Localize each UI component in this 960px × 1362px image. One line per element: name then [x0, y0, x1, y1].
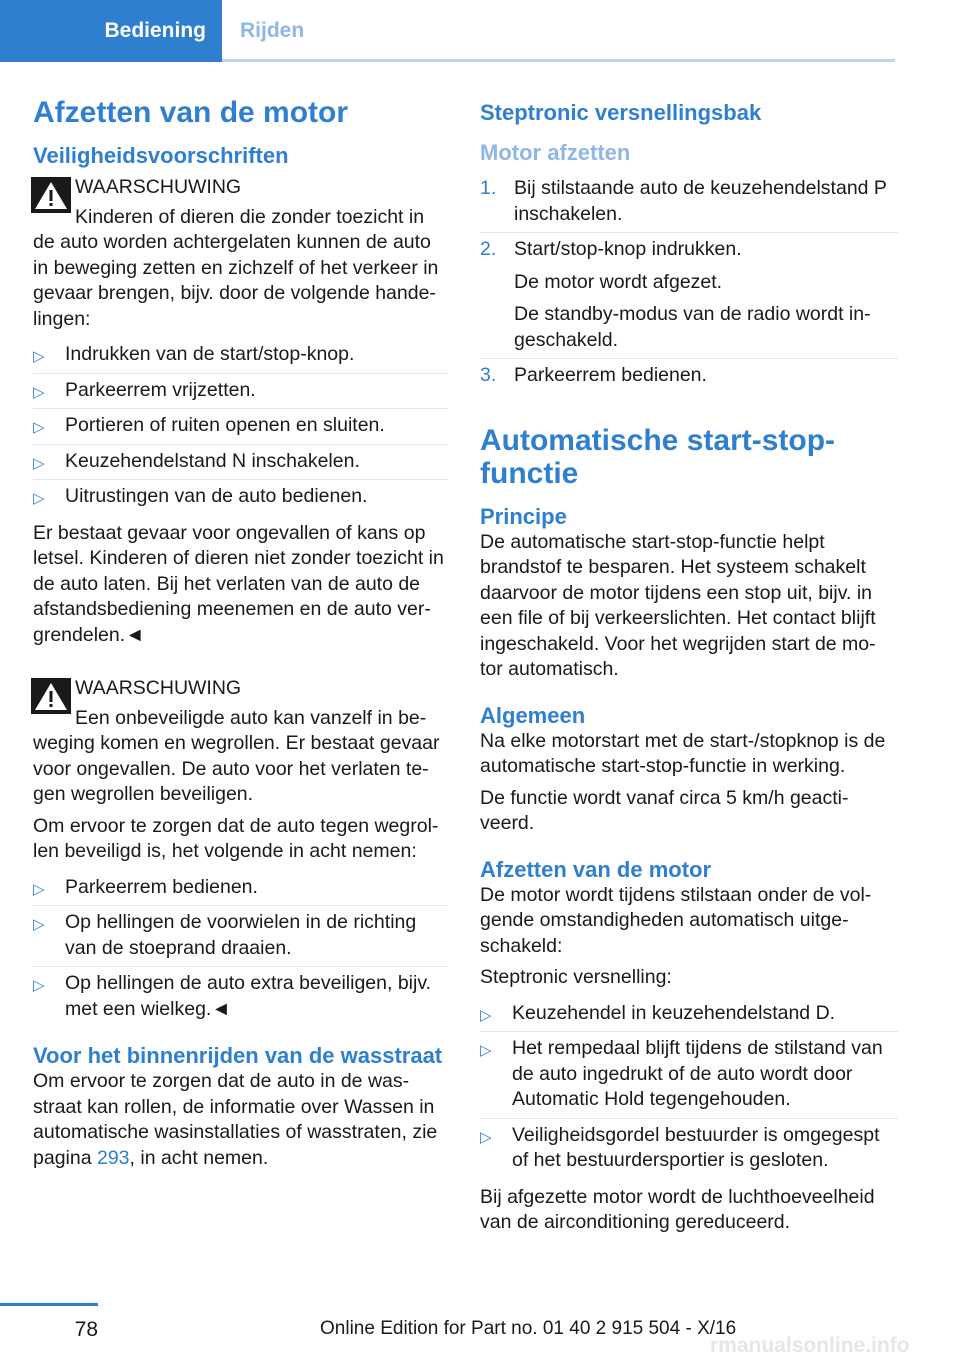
stop-conditions-list — [480, 997, 898, 1179]
tab-rijden[interactable]: Rijden — [240, 19, 305, 42]
warning-lead: Kinderen of dieren die zonder toezicht in — [75, 205, 425, 228]
triangle-bullet-icon: ▷ — [33, 383, 45, 401]
stop-text: De motor wordt tijdens stilstaan onder de vol-gende omstandigheden automatisch uitge-schakeld: — [480, 883, 872, 957]
warning-triangle-icon — [31, 177, 71, 213]
triangle-bullet-icon: ▷ — [480, 1006, 492, 1024]
engine-off-heading: Motor afzetten — [480, 140, 631, 165]
general-text: De functie wordt vanaf circa 5 km/h geacti-veerd. — [480, 786, 849, 834]
list-item: ▷ Portieren of ruiten openen en sluiten. — [33, 409, 448, 445]
list-item: ▷ Keuzehendel in keuzehendelstand D. — [480, 997, 898, 1033]
triangle-bullet-icon: ▷ — [33, 880, 45, 898]
section-title-engine-off: Afzetten van de motor — [33, 96, 349, 129]
principle-heading: Principe — [480, 503, 567, 529]
list-item: 2. Start/stop-knop indrukken. De motor wordt afgezet. De standby-modus van de radio wordt in-geschakeld. — [480, 233, 898, 359]
warning-lead: Een onbeveiligde auto kan vanzelf in be- — [75, 706, 427, 729]
watermark: rmanualsonline.info — [710, 1334, 910, 1357]
triangle-bullet-icon: ▷ — [33, 977, 45, 994]
warning-text: de auto worden achtergelaten kunnen de auto in beweging zetten en zichzelf of het verkeer in gevaar brengen, bijv. door de volgende hande-lingen: — [33, 231, 439, 330]
steptronic-label: Steptronic versnelling: — [480, 966, 672, 988]
page-number: 78 — [74, 1318, 98, 1341]
list-item: ▷ Parkeerrem bedienen. — [33, 871, 448, 907]
triangle-bullet-icon: ▷ — [33, 419, 45, 436]
carwash-text: Om ervoor te zorgen dat de auto in de was-straat kan rollen, de informatie over Wassen in automatische wasinstallaties of wasstraten, zie pagina 293, in acht nemen. — [33, 1070, 438, 1169]
stop-closing: Bij afgezette motor wordt de luchthoeveelheid van de airconditioning gereduceerd. — [480, 1185, 875, 1233]
footer-rule — [0, 1303, 98, 1306]
warning-block-2 — [33, 676, 448, 731]
list-item: ▷ Veiligheidsgordel bestuurder is omgegespt of het bestuurdersportier is gesloten. — [480, 1123, 880, 1171]
steptronic-heading: Steptronic versnellingsbak — [480, 100, 762, 125]
list-item: ▷ Keuzehendelstand N inschakelen. — [33, 445, 448, 481]
triangle-bullet-icon: ▷ — [480, 1128, 492, 1146]
steps-list — [480, 172, 898, 394]
list-item: ▷ Indrukken van de start/stop-knop. — [33, 338, 448, 374]
list-item: 1. Bij stilstaande auto de keuzehendelstand P inschakelen. — [480, 172, 898, 233]
warning-triangle-icon — [31, 678, 71, 714]
safety-heading: Veiligheidsvoorschriften — [33, 143, 289, 168]
warning-label: WAARSCHUWING — [75, 176, 242, 198]
warning-list-1 — [33, 338, 448, 515]
edition-text: Online Edition for Part no. 01 40 2 915 504 - X/16 — [320, 1318, 737, 1339]
list-item: ▷ Uitrustingen van de auto bedienen. — [33, 480, 448, 515]
general-heading: Algemeen — [480, 702, 586, 728]
list-item: ▷ Op hellingen de auto extra beveiligen, bijv. met een wielkeg.◄ — [33, 972, 432, 1020]
general-text: Na elke motorstart met de start-/stopknop is de automatische start-stop-functie in werking. — [480, 729, 886, 777]
warning-closing: Er bestaat gevaar voor ongevallen of kans op letsel. Kinderen of dieren niet zonder toezicht in de auto laten. Bij het verlaten van de auto de afstandsbediening meenemen en de auto ver-grendelen.◄ — [33, 521, 444, 646]
tab-bediening[interactable]: Bediening — [0, 0, 222, 62]
triangle-bullet-icon: ▷ — [33, 916, 45, 933]
triangle-bullet-icon: ▷ — [33, 348, 45, 365]
warning-block-1 — [33, 175, 448, 230]
list-item: 3. Parkeerrem bedienen. — [480, 364, 707, 386]
warning-text: weging komen en wegrollen. Er bestaat gevaar voor ongevallen. De auto voor het verlaten te-gen wegrollen beveiligen. — [33, 732, 440, 805]
triangle-bullet-icon: ▷ — [480, 1042, 492, 1059]
stop-heading: Afzetten van de motor — [480, 856, 712, 882]
chapter-tabs — [0, 0, 895, 62]
section-title-auto-start-stop: Automatische start-stop-functie — [480, 423, 836, 490]
warning-label: WAARSCHUWING — [75, 677, 242, 699]
right-column — [480, 96, 898, 1242]
tab-divider — [222, 59, 895, 62]
list-item: ▷ Op hellingen de voorwielen in de richting van de stoeprand draaien. — [33, 906, 448, 967]
warning-intro: Om ervoor te zorgen dat de auto tegen wegrol-len beveiligd is, het volgende in acht nemen: — [33, 814, 439, 862]
principle-text: De automatische start-stop-functie helpt brandstof te besparen. Het systeem schakelt daarvoor de motor tijdens een stop uit, bijv. in een file of bij verkeerslichten. Het contact blijft ingeschakeld. Voor het wegrijden start de mo-tor automatisch. — [480, 530, 876, 680]
left-column — [33, 96, 448, 1177]
warning-list-2 — [33, 871, 448, 1028]
triangle-bullet-icon: ▷ — [33, 454, 45, 472]
list-item: ▷ Parkeerrem vrijzetten. — [33, 374, 448, 410]
page-link[interactable]: 293 — [96, 1146, 130, 1169]
list-item: ▷ Het rempedaal blijft tijdens de stilstand van de auto ingedrukt of de auto wordt door Automatic Hold tegengehouden. — [480, 1032, 898, 1119]
carwash-heading: Voor het binnenrijden van de wasstraat — [33, 1043, 443, 1068]
triangle-bullet-icon: ▷ — [33, 490, 45, 507]
